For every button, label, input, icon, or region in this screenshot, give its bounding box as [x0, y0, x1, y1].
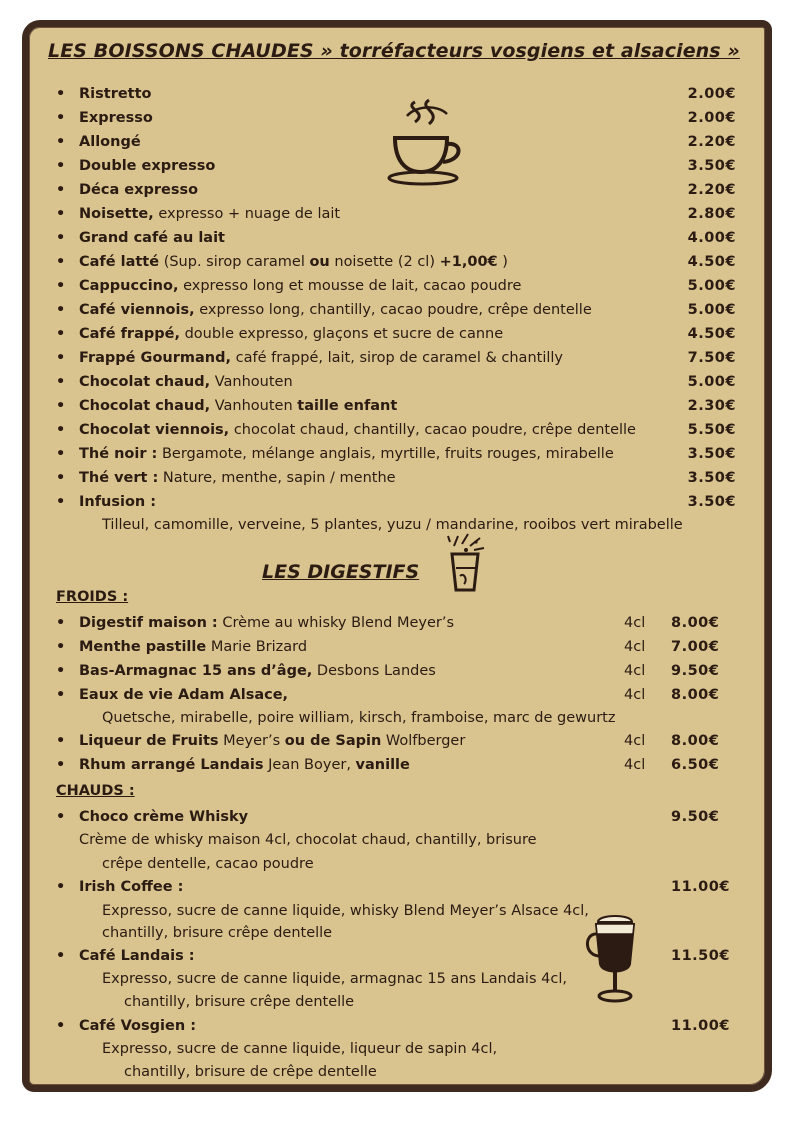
- infusion-list: Tilleul, camomille, verveine, 5 plantes, yuzu / mandarine, rooibos vert mirabelle: [102, 517, 683, 533]
- menu-item: • Café frappé, double expresso, glaçons et sucre de canne 4.50€: [56, 326, 736, 342]
- item-description: Crème de whisky maison 4cl, chocolat chaud, chantilly, brisure: [79, 832, 537, 848]
- digestif-glass-icon: [444, 532, 486, 594]
- item-description: Expresso, sucre de canne liquide, liqueur de sapin 4cl,: [102, 1041, 498, 1057]
- menu-item: • Noisette, expresso + nuage de lait 2.80€: [56, 206, 736, 222]
- hot-digestif-item: • Choco crème Whisky 9.50€: [56, 809, 720, 825]
- menu-item: • Chocolat viennois, chocolat chaud, chantilly, cacao poudre, crêpe dentelle 5.50€: [56, 422, 736, 438]
- menu-item: • Déca expresso 2.20€: [56, 182, 736, 198]
- menu-item: • Chocolat chaud, Vanhouten 5.00€: [56, 374, 736, 390]
- menu-item: • Infusion : 3.50€: [56, 494, 736, 510]
- hot-digestif-item: • Irish Coffee : 11.00€: [56, 879, 730, 895]
- menu-item: • Allongé 2.20€: [56, 134, 736, 150]
- digestif-item: • Menthe pastille Marie Brizard 4cl 7.00€: [56, 639, 720, 655]
- menu-item: • Ristretto 2.00€: [56, 86, 736, 102]
- menu-item: • Café viennois, expresso long, chantilly, cacao poudre, crêpe dentelle 5.00€: [56, 302, 736, 318]
- digestif-item: • Digestif maison : Crème au whisky Blend Meyer’s 4cl 8.00€: [56, 615, 720, 631]
- digestif-item: • Rhum arrangé Landais Jean Boyer, vanille 4cl 6.50€: [56, 757, 720, 773]
- menu-item: • Grand café au lait 4.00€: [56, 230, 736, 246]
- menu-item: • Chocolat chaud, Vanhouten taille enfant 2.30€: [56, 398, 736, 414]
- menu-item: • Frappé Gourmand, café frappé, lait, sirop de caramel & chantilly 7.50€: [56, 350, 736, 366]
- digestif-item: • Liqueur de Fruits Meyer’s ou de Sapin Wolfberger 4cl 8.00€: [56, 733, 720, 749]
- hot-digestif-item: • Café Vosgien : 11.00€: [56, 1018, 730, 1034]
- menu-item: • Thé noir : Bergamote, mélange anglais, myrtille, fruits rouges, mirabelle 3.50€: [56, 446, 736, 462]
- item-description: chantilly, brisure crêpe dentelle: [124, 994, 355, 1010]
- item-description: Expresso, sucre de canne liquide, armagnac 15 ans Landais 4cl,: [102, 971, 567, 987]
- item-description: Expresso, sucre de canne liquide, whisky Blend Meyer’s Alsace 4cl,: [102, 903, 589, 919]
- hot-digestif-item: • Café Landais : 11.50€: [56, 948, 730, 964]
- item-description: chantilly, brisure de crêpe dentelle: [124, 1064, 377, 1080]
- menu-item: • Thé vert : Nature, menthe, sapin / menthe 3.50€: [56, 470, 736, 486]
- menu-item: • Café latté (Sup. sirop caramel ou noisette (2 cl) +1,00€ ) 4.50€: [56, 254, 736, 270]
- item-description: crêpe dentelle, cacao poudre: [102, 856, 314, 872]
- item-description: chantilly, brisure crêpe dentelle: [102, 925, 333, 941]
- digestif-item: • Bas-Armagnac 15 ans d’âge, Desbons Landes 4cl 9.50€: [56, 663, 720, 679]
- menu-item: • Expresso 2.00€: [56, 110, 736, 126]
- digestif-item: • Eaux de vie Adam Alsace, 4cl 8.00€: [56, 687, 720, 703]
- menu-item: • Cappuccino, expresso long et mousse de lait, cacao poudre 5.00€: [56, 278, 736, 294]
- menu-item: • Double expresso 3.50€: [56, 158, 736, 174]
- digestifs-title: LES DIGESTIFS: [262, 561, 420, 583]
- eaux-de-vie-detail: Quetsche, mirabelle, poire william, kirsch, framboise, marc de gewurtz: [102, 710, 616, 726]
- page-title: LES BOISSONS CHAUDES » torréfacteurs vosgiens et alsaciens »: [48, 40, 740, 62]
- cold-label: FROIDS :: [56, 589, 129, 605]
- irish-coffee-glass-icon: [584, 912, 646, 1004]
- hot-label: CHAUDS :: [56, 783, 135, 799]
